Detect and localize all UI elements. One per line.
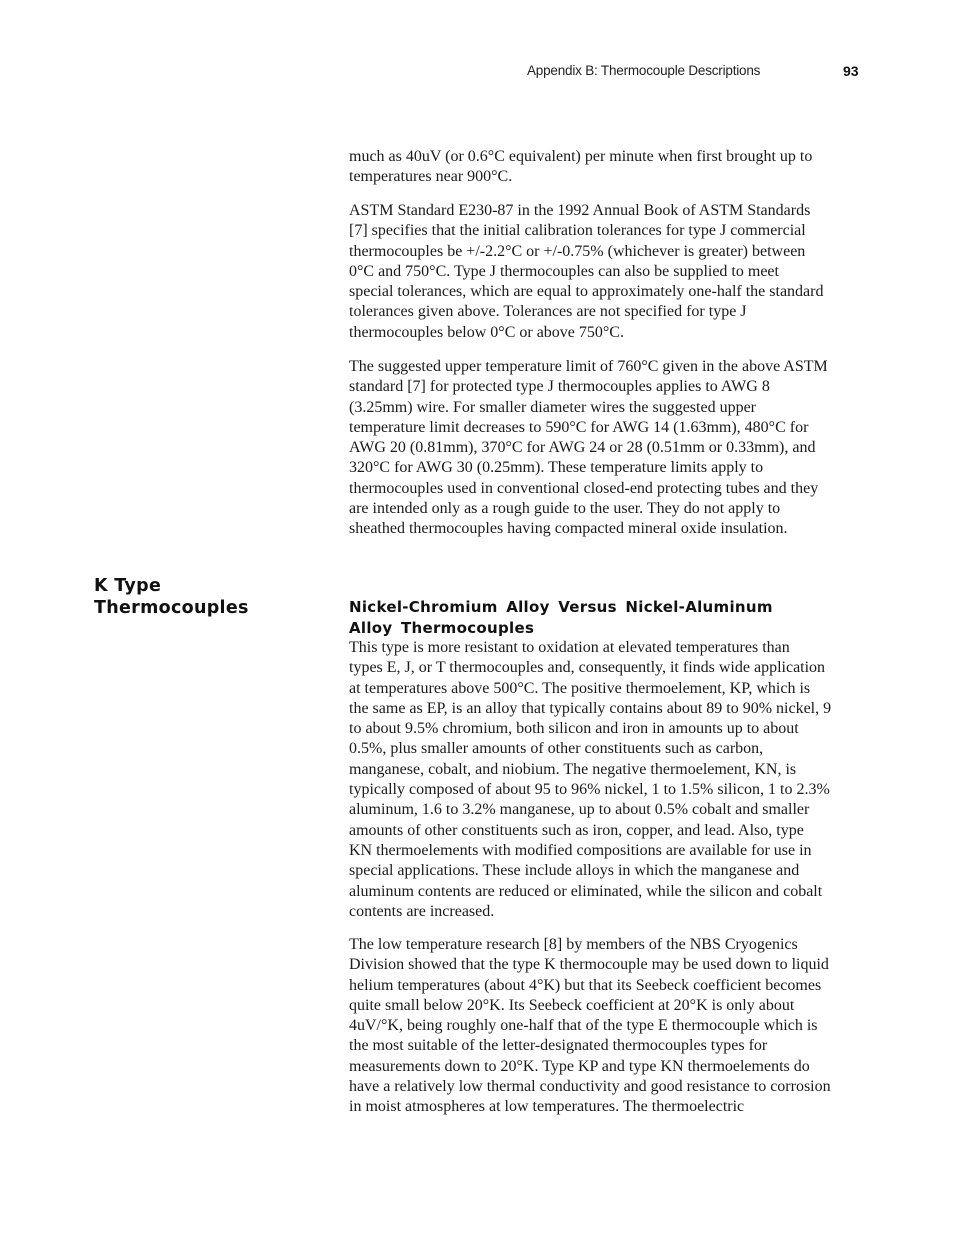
text-line: the most suitable of the letter-designated thermocouples types for [349, 1037, 768, 1055]
text-line: (3.25mm) wire. For smaller diameter wires the suggested upper [349, 398, 756, 416]
text-line: [7] specifies that the initial calibration tolerances for type J commercial [349, 222, 806, 240]
subsection-heading-line: Nickel-Chromium Alloy Versus Nickel-Aluminum [349, 598, 773, 616]
text-line: 0.5%, plus smaller amounts of other constituents such as carbon, [349, 740, 764, 758]
text-line: quite small below 20°K. Its Seebeck coefficient at 20°K is only about [349, 996, 795, 1014]
text-line: 320°C for AWG 30 (0.25mm). These temperature limits apply to [349, 459, 764, 477]
paragraph-temperature-limits [349, 357, 865, 540]
running-title: Appendix B: Thermocouple Descriptions [527, 63, 761, 78]
paragraph-k-type-composition [349, 638, 865, 922]
page-number: 93 [843, 63, 859, 79]
text-line: ASTM Standard E230-87 in the 1992 Annual Book of ASTM Standards [349, 202, 811, 219]
text-line: contents are increased. [349, 902, 495, 920]
section-heading [94, 575, 249, 619]
text-line: in moist atmospheres at low temperatures. The thermoelectric [349, 1098, 745, 1116]
paragraph-continuation [349, 147, 865, 188]
text-line: much as 40uV (or 0.6°C equivalent) per minute when first brought up to [349, 148, 813, 165]
text-line: thermocouples used in conventional closed-end protecting tubes and they [349, 479, 819, 497]
text-line: at temperatures above 500°C. The positive thermoelement, KP, which is [349, 679, 811, 697]
page-header [0, 63, 954, 83]
text-line: manganese, cobalt, and niobium. The negative thermoelement, KN, is [349, 760, 797, 778]
section-heading-line: Thermocouples [94, 598, 249, 618]
text-line: measurements down to 20°K. Type KP and type KN thermoelements do [349, 1057, 810, 1075]
text-line: 0°C and 750°C. Type J thermocouples can also be supplied to meet [349, 262, 779, 280]
text-line: aluminum contents are reduced or eliminated, while the silicon and cobalt [349, 882, 823, 900]
text-line: Division showed that the type K thermocouple may be used down to liquid [349, 956, 829, 974]
text-line: temperature limit decreases to 590°C for AWG 14 (1.63mm), 480°C for [349, 418, 809, 436]
text-line: to about 9.5% chromium, both silicon and iron in amounts up to about [349, 720, 799, 738]
text-line: temperatures near 900°C. [349, 168, 513, 186]
text-line: aluminum, 1.6 to 3.2% manganese, up to about 0.5% cobalt and smaller [349, 801, 810, 819]
subsection-heading-line: Alloy Thermocouples [349, 619, 535, 637]
text-line: AWG 20 (0.81mm), 370°C for AWG 24 or 28 (0.51mm or 0.33mm), and [349, 439, 816, 457]
text-line: thermocouples be +/-2.2°C or +/-0.75% (whichever is greater) between [349, 242, 806, 260]
text-line: are intended only as a rough guide to the user. They do not apply to [349, 500, 781, 518]
text-line: have a relatively low thermal conductivity and good resistance to corrosion [349, 1078, 831, 1096]
text-line: thermocouples below 0°C or above 750°C. [349, 323, 624, 341]
text-line: types E, J, or T thermocouples and, consequently, it finds wide application [349, 659, 826, 677]
text-line: tolerances given above. Tolerances are not specified for type J [349, 303, 747, 321]
paragraph-low-temperature [349, 935, 865, 1118]
text-line: standard [7] for protected type J thermocouples applies to AWG 8 [349, 378, 770, 396]
text-line: KN thermoelements with modified compositions are available for use in [349, 841, 812, 859]
text-line: This type is more resistant to oxidation at elevated temperatures than [349, 639, 790, 656]
text-line: amounts of other constituents such as iron, copper, and lead. Also, type [349, 821, 804, 839]
text-line: the same as EP, is an alloy that typically contains about 89 to 90% nickel, 9 [349, 699, 832, 717]
text-line: helium temperatures (about 4°K) but that its Seebeck coefficient becomes [349, 976, 822, 994]
text-line: 4uV/°K, being roughly one-half that of the type E thermocouple which is [349, 1017, 818, 1035]
text-line: The low temperature research [8] by members of the NBS Cryogenics [349, 936, 798, 953]
section-heading-line: K Type [94, 576, 162, 596]
paragraph-astm-tolerances [349, 201, 865, 343]
text-line: special tolerances, which are equal to approximately one-half the standard [349, 283, 824, 301]
subsection-heading [349, 597, 869, 639]
text-line: special applications. These include alloys in which the manganese and [349, 862, 800, 880]
text-line: sheathed thermocouples having compacted mineral oxide insulation. [349, 520, 788, 538]
text-line: typically composed of about 95 to 96% nickel, 1 to 1.5% silicon, 1 to 2.3% [349, 781, 830, 799]
text-line: The suggested upper temperature limit of 760°C given in the above ASTM [349, 358, 828, 375]
